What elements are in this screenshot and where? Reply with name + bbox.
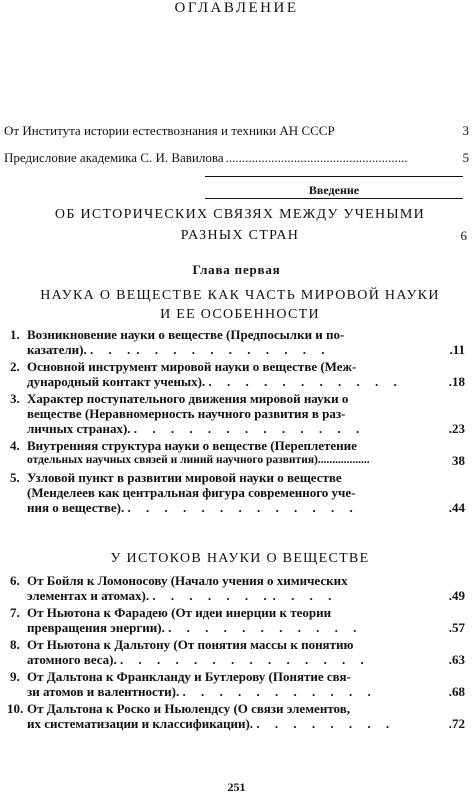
toc-entry-9[interactable]: 9. От Дальтона к Франкланду и Бутлерову (Понятие свя- зи атомов и валентности). . . . . . . . . . . . .68	[10, 669, 465, 699]
dot-leader: . . . . . . . .	[256, 716, 396, 731]
toc-item-page: .23	[448, 421, 465, 436]
toc-entry-8[interactable]: 8. От Ньютона к Дальтону (От понятия массы к понятию атомного веса). . . . . . . . . . . . . . . .63	[10, 637, 465, 667]
toc-entry-7[interactable]: 7. От Ньютона к Фарадею (От идеи инерции к теории превращения энергии). . . . . . . . . . . . .57	[10, 605, 465, 635]
introduction-title-line1[interactable]: ОБ ИСТОРИЧЕСКИХ СВЯЗЯХ МЕЖДУ УЧЕНЫМИ	[54, 207, 426, 222]
toc-item-page: .72	[448, 716, 465, 731]
toc-entry-5[interactable]: 5. Узловой пункт в развитии мировой науки о веществе (Менделеев как центральная фигура современного уче- ния о веществе). . . . . . . . . . . . . . .44	[10, 470, 465, 515]
divider-rule	[205, 198, 463, 199]
dot-leader: . . . . . . . . . . .	[208, 374, 403, 389]
toc-item-page: 3	[462, 123, 469, 138]
divider-rule	[205, 176, 463, 177]
toc-entry-6[interactable]: 6. От Бойля к Ломоносову (Начало учения о химических элементах и атомах). . . . . . . .. . . . .49	[10, 573, 465, 603]
dot-leader: . . . . . . .. . . .	[152, 588, 338, 603]
toc-item-page: .63	[448, 652, 465, 667]
page-number: 251	[227, 780, 246, 794]
toc-item-page: .57	[448, 620, 465, 635]
dot-leader: . . . . . . . . . . . . .	[127, 500, 359, 515]
toc-entry-1[interactable]: 1. Возникновение науки о веществе (Предпосылки и по- казатели). . . .. . . . . . . . . . . .11	[10, 327, 465, 357]
dot-leader: . . . . . . . . . . .	[168, 620, 363, 635]
toc-item-page: .68	[448, 684, 465, 699]
toc-item-page: 38	[452, 453, 465, 468]
toc-entry-3[interactable]: 3. Характер поступательного движения мировой науки о веществе (Неравномерность научного развития в раз- личных странах). . . . . . . . . . . . . . .23	[10, 391, 465, 436]
toc-entry-2[interactable]: 2. Основной инструмент мировой науки о веществе (Меж- дународный контакт ученых). . . . . . . . . . . . .18	[10, 359, 465, 389]
toc-entry-10[interactable]: 10. От Дальтона к Роско и Ньюлендсу (О связи элементов, их систематизации и классификации). . . . . . . . . .72	[7, 701, 465, 731]
chapter1-label: Глава первая	[192, 262, 281, 277]
dot-leader: ..................	[317, 454, 370, 466]
introduction-page: 6	[460, 228, 467, 243]
dot-leader: ........................................................	[225, 150, 408, 165]
toc-item-label: От Института истории естествознания и техники АН СССР	[4, 123, 335, 138]
toc-entry-4[interactable]: 4. Внутренняя структура науки о веществе (Переплетение отдельных научных связей и линий научного развития).................. 38	[10, 438, 465, 468]
chapter1-title-line1: НАУКА О ВЕЩЕСТВЕ КАК ЧАСТЬ МИРОВОЙ НАУКИ	[40, 288, 440, 303]
dot-leader: . . . . . . . . . . .	[182, 684, 377, 699]
toc-item-page: .18	[448, 374, 465, 389]
toc-front-item-institute[interactable]	[4, 123, 469, 139]
introduction-label: Введение	[308, 183, 360, 197]
introduction-title-line2[interactable]: РАЗНЫХ СТРАН	[180, 228, 300, 243]
chapter2-title: У ИСТОКОВ НАУКИ О ВЕЩЕСТВЕ	[110, 551, 370, 566]
toc-item-label: Предисловие академика С. И. Вавилова	[4, 150, 224, 165]
toc-item-page: .11	[449, 342, 465, 357]
toc-item-page: .44	[448, 500, 465, 515]
toc-front-item-preface[interactable]	[4, 150, 469, 166]
chapter1-title-line2: И ЕЕ ОСОБЕННОСТИ	[160, 307, 320, 322]
page-title: ОГЛАВЛЕНИЕ	[174, 0, 299, 16]
dot-leader: . . . . . . . . . . . . . .	[120, 652, 370, 667]
toc-item-page: 5	[462, 150, 469, 165]
toc-item-page: .49	[448, 588, 465, 603]
dot-leader: . . . . . . . . . . . . .	[133, 421, 366, 436]
dot-leader: . . .. . . . . . . . . . .	[89, 342, 331, 357]
